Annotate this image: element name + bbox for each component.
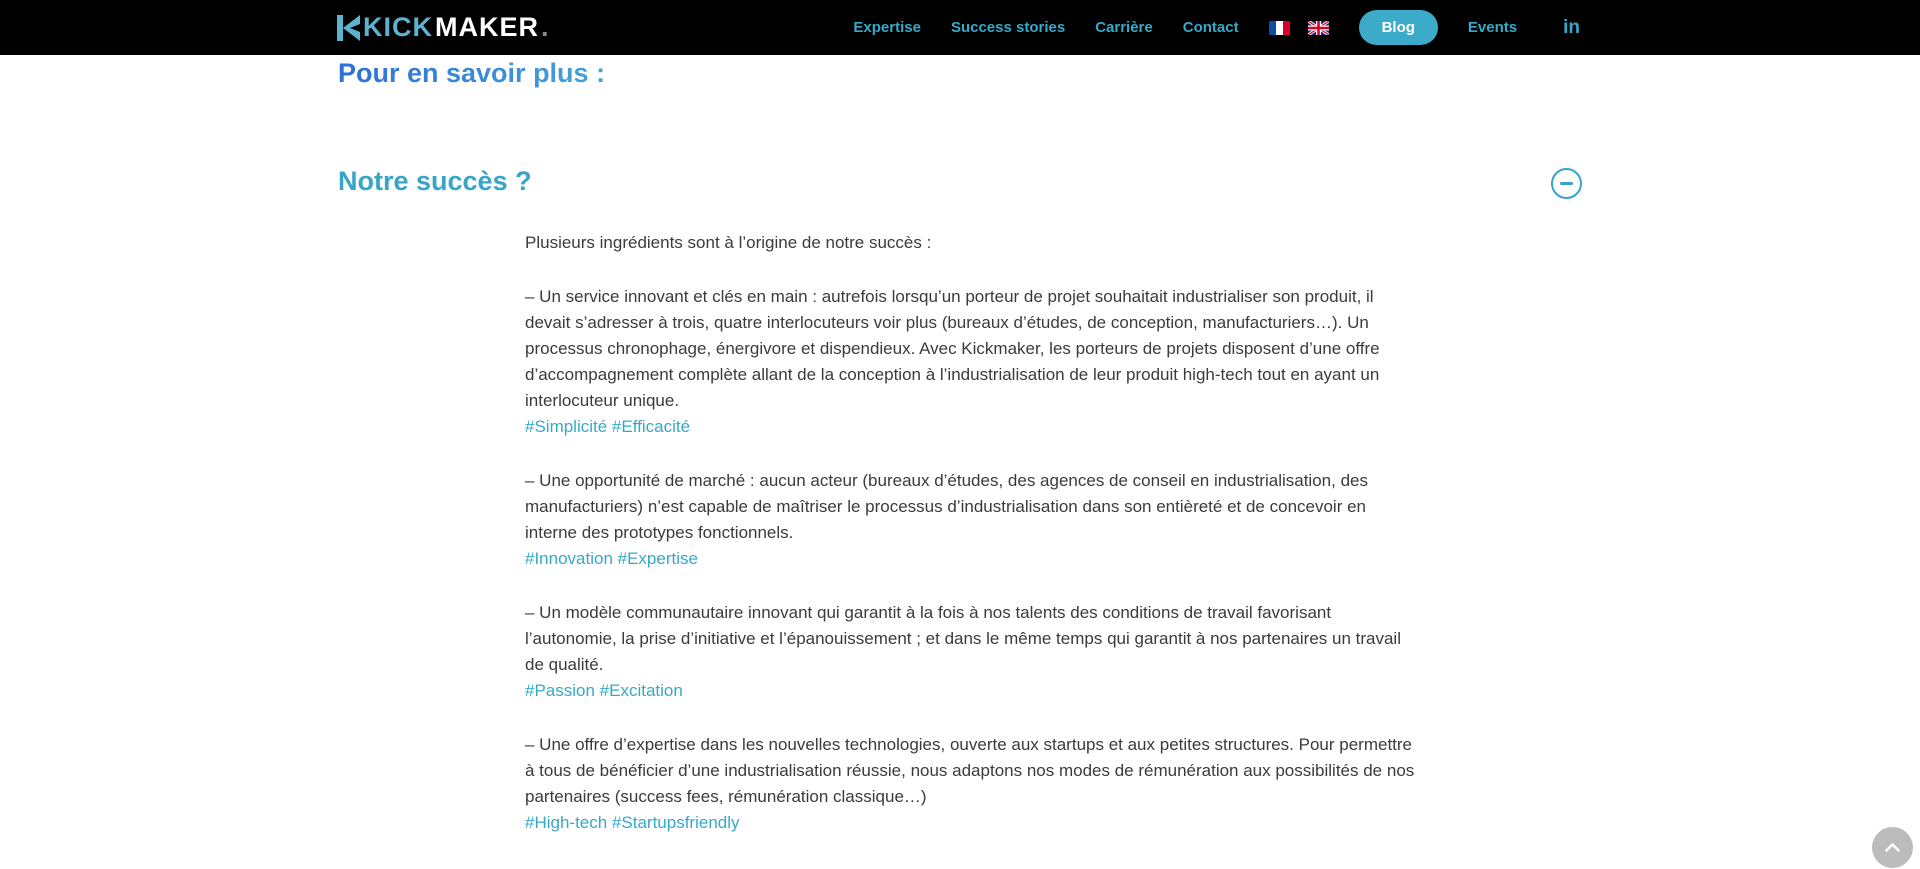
kickmaker-logo[interactable] [337, 0, 549, 55]
blog-button[interactable]: Blog [1359, 10, 1438, 45]
chevron-up-icon [1885, 843, 1900, 852]
scroll-top-button[interactable] [1872, 827, 1913, 868]
section-title: Pour en savoir plus : [338, 58, 606, 88]
accordion-title[interactable]: Notre succès ? [338, 166, 532, 196]
paragraph-block [525, 284, 1415, 440]
logo-k-icon [337, 15, 361, 41]
logo-text-maker: MAKER [435, 12, 539, 42]
hashtags: #High-tech #Startupsfriendly [525, 813, 740, 832]
nav-link-contact[interactable]: Contact [1182, 19, 1239, 36]
paragraph-block [525, 468, 1415, 572]
minus-icon [1560, 182, 1573, 185]
nav-link-expertise[interactable]: Expertise [853, 19, 921, 36]
hashtags: #Simplicité #Efficacité [525, 417, 691, 436]
paragraph: – Un service innovant et clés en main : autrefois lorsqu’un porteur de projet souhaitait industrialiser son produit, il devait s’adresser à trois, quatre interlocuteurs voir plus (bureaux d’études, de conception, manufacturiers…). Un processus chronophage, énergivore et dispendieux. Avec Kickmaker, les porteurs de projets disposent d’une offre d’accompagnement complète allant de la conception à l’industrialisation de leur produit high-tech tout en ayant un interlocuteur unique. [525, 287, 1380, 410]
nav-link-events[interactable]: Events [1467, 19, 1518, 36]
flag-uk-icon[interactable] [1308, 21, 1329, 35]
intro-paragraph: Plusieurs ingrédients sont à l’origine de notre succès : [525, 233, 932, 252]
hashtags: #Passion #Excitation [525, 681, 683, 700]
paragraph: – Une offre d’expertise dans les nouvelles technologies, ouverte aux startups et aux petites structures. Pour permettre à tous de bénéficier d’une industrialisation réussie, nous adaptons nos modes de rémunération aux possibilités de nos partenaires (success fees, rémunération classique…) [525, 735, 1415, 806]
header [0, 0, 1920, 55]
main-nav [853, 0, 1580, 55]
logo-dot: . [541, 12, 549, 42]
paragraph: – Une opportunité de marché : aucun acteur (bureaux d’études, des agences de conseil en industrialisation, des manufacturiers) n’est capable de maîtriser le processus d’industrialisation dans son entièreté et de concevoir en interne des prototypes fonctionnels. [525, 471, 1368, 542]
accordion-content [525, 230, 1415, 864]
nav-link-success-stories[interactable]: Success stories [950, 19, 1066, 36]
nav-link-carriere[interactable]: Carrière [1095, 19, 1153, 36]
hashtags: #Innovation #Expertise [525, 549, 698, 568]
linkedin-icon[interactable]: in [1563, 16, 1580, 38]
flag-france-icon[interactable] [1269, 21, 1290, 35]
paragraph-block [525, 600, 1415, 704]
paragraph: – Un modèle communautaire innovant qui garantit à la fois à nos talents des conditions de travail favorisant l’autonomie, la prise d’initiative et l’épanouissement ; et dans le même temps qui garantit à nos partenaires un travail de qualité. [525, 603, 1401, 674]
paragraph-block [525, 732, 1415, 836]
logo-text-kick: KICK [363, 12, 433, 42]
collapse-button[interactable] [1551, 168, 1582, 199]
